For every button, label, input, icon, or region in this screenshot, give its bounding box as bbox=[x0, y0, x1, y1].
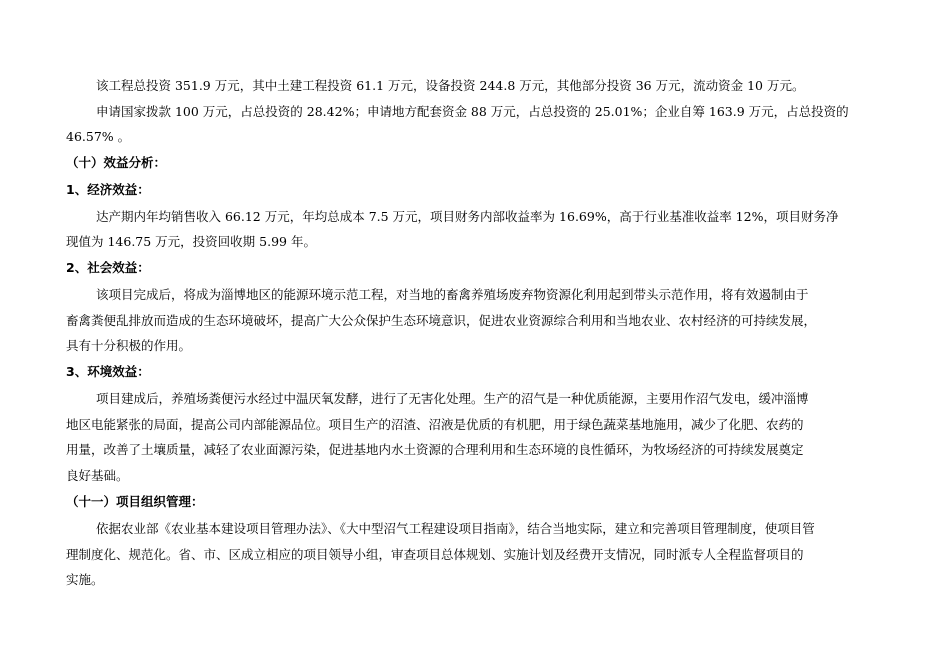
paragraph-funding-sources-cont: 46.57% 。 bbox=[66, 129, 131, 144]
paragraph-social-line-3: 具有十分积极的作用。 bbox=[66, 338, 192, 353]
paragraph-economic-line-2: 现值为 146.75 万元，投资回收期 5.99 年。 bbox=[66, 234, 316, 249]
paragraph-social-line-1: 该项目完成后，将成为淄博地区的能源环境示范工程，对当地的畜禽养殖场废弃物资源化利用起到带头示范作用，将有效遏制由于 bbox=[96, 287, 809, 302]
paragraph-social-line-2: 畜禽粪便乱排放而造成的生态环境破坏，提高广大公众保护生态环境意识，促进农业资源综合利用和当地农业、农村经济的可持续发展， bbox=[66, 313, 817, 328]
paragraph-environment-line-4: 良好基础。 bbox=[66, 468, 129, 483]
subheading-economic-benefit: 1、经济效益： bbox=[66, 182, 150, 197]
paragraph-environment-line-3: 用量，改善了土壤质量，减轻了农业面源污染，促进基地内水土资源的合理利用和生态环境的良性循环，为牧场经济的可持续发展奠定 bbox=[66, 442, 804, 457]
paragraph-environment-line-2: 地区电能紧张的局面，提高公司内部能源品位。项目生产的沼渣、沼液是优质的有机肥，用于绿色蔬菜基地施用，减少了化肥、农药的 bbox=[66, 417, 804, 432]
subheading-environmental-benefit: 3、环境效益： bbox=[66, 364, 150, 379]
subheading-social-benefit: 2、社会效益： bbox=[66, 260, 150, 275]
paragraph-environment-line-1: 项目建成后，养殖场粪便污水经过中温厌氧发酵，进行了无害化处理。生产的沼气是一种优质能源，主要用作沼气发电，缓冲淄博 bbox=[96, 391, 809, 406]
section-heading-benefit-analysis: （十）效益分析： bbox=[66, 155, 167, 170]
paragraph-management-line-1: 依据农业部《农业基本建设项目管理办法》、《大中型沼气工程建设项目指南》，结合当地实际，建立和完善项目管理制度，使项目管 bbox=[96, 521, 815, 536]
section-heading-project-management: （十一）项目组织管理： bbox=[66, 494, 204, 509]
paragraph-management-line-3: 实施。 bbox=[66, 572, 104, 587]
paragraph-funding-sources: 申请国家拨款 100 万元，占总投资的 28.42%；申请地方配套资金 88 万元，占总投资的 25.01%；企业自筹 163.9 万元，占总投资的 bbox=[96, 104, 849, 119]
paragraph-economic-line-1: 达产期内年均销售收入 66.12 万元，年均总成本 7.5 万元，项目财务内部收益率为 16.69%，高于行业基准收益率 12%，项目财务净 bbox=[96, 209, 839, 224]
paragraph-management-line-2: 理制度化、规范化。省、市、区成立相应的项目领导小组，审查项目总体规划、实施计划及经费开支情况，同时派专人全程监督项目的 bbox=[66, 547, 804, 562]
paragraph-investment-total: 该工程总投资 351.9 万元，其中土建工程投资 61.1 万元，设备投资 244.8 万元，其他部分投资 36 万元，流动资金 10 万元。 bbox=[96, 78, 805, 93]
